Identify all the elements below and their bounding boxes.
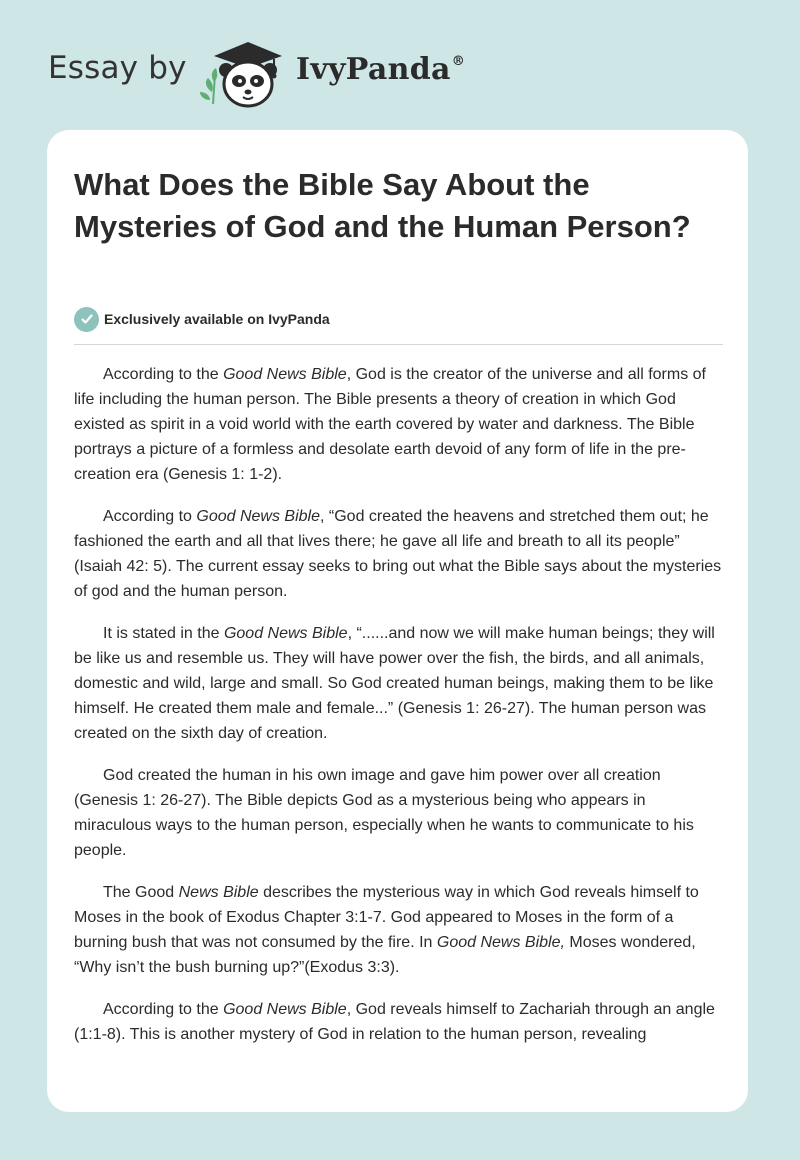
- paragraph-text: It is stated in the: [103, 625, 224, 642]
- check-circle-icon: [74, 307, 99, 332]
- essay-paragraph: [74, 763, 726, 863]
- exclusive-badge: [74, 306, 330, 332]
- essay-paragraph: [74, 880, 726, 980]
- paragraph-text: , God is the creator of the universe and all forms of life including the human person. The Bible presents a theory of creation in which God existed as spirit in a void world with the earth covered by water and darkness. The Bible portrays a picture of a formless and desolate earth devoid of any form of life in the pre-creation era (Genesis 1: 1-2).: [74, 366, 706, 483]
- paragraph-text: , “......and now we will make human beings; they will be like us and resemble us. They will have power over the fish, the birds, and all animals, domestic and wild, large and small. So God created human beings, making them to be like himself. He created them male and female...” (Genesis 1: 26-27). The human person was created on the sixth day of creation.: [74, 625, 715, 742]
- italic-text: Good News Bible,: [436, 934, 565, 951]
- italic-text: Good News Bible: [223, 1001, 347, 1018]
- italic-text: Good News Bible: [223, 625, 348, 642]
- divider: [74, 344, 723, 345]
- paragraph-text: Moses wondered, “Why isn’t the bush burning up?”(Exodus 3:3).: [74, 934, 696, 976]
- paragraph-text: describes the mysterious way in which God reveals himself to Moses in the book of Exodus Chapter 3:1-7. God appeared to Moses in the form of a burning bush that was not consumed by the fire. In: [74, 884, 699, 951]
- essay-paragraph: [74, 362, 726, 487]
- italic-text: News Bible: [178, 884, 259, 901]
- paragraph-text: God created the human in his own image and gave him power over all creation (Genesis 1: 26-27). The Bible depicts God as a mysterious being who appears in miraculous ways to the human person, especially when he wants to communicate to his people.: [74, 767, 694, 859]
- site-header: [0, 0, 800, 130]
- essay-paragraph: [74, 621, 726, 746]
- essay-body: [74, 362, 726, 1064]
- italic-text: Good News Bible: [196, 508, 321, 525]
- page-title: What Does the Bible Say About the Mysteries of God and the Human Person?: [74, 167, 691, 244]
- panda-graduate-icon[interactable]: [196, 34, 292, 110]
- essay-by-label: Essay by: [48, 50, 187, 86]
- paragraph-text: , God reveals himself to Zachariah through an angle (1:1-8). This is another mystery of God in relation to the human person, revealing: [74, 1001, 715, 1043]
- brand-name[interactable]: IvyPanda®: [296, 52, 466, 87]
- essay-paragraph: [74, 504, 726, 604]
- registered-mark: ®: [451, 54, 466, 69]
- paragraph-text: , “God created the heavens and stretched them out; he fashioned the earth and all that lives there; he gave all life and breath to all its people” (Isaiah 42: 5). The current essay seeks to bring out what the Bible says about the mysteries of god and the human person.: [74, 508, 722, 600]
- essay-card: [47, 130, 748, 1112]
- paragraph-text: The Good: [103, 884, 179, 901]
- italic-text: Good News Bible: [223, 366, 347, 383]
- paragraph-text: According to the: [103, 1001, 224, 1018]
- essay-paragraph: [74, 997, 726, 1047]
- paragraph-text: According to the: [103, 366, 224, 383]
- exclusive-badge-label: Exclusively available on IvyPanda: [104, 311, 330, 327]
- paragraph-text: According to: [103, 508, 197, 525]
